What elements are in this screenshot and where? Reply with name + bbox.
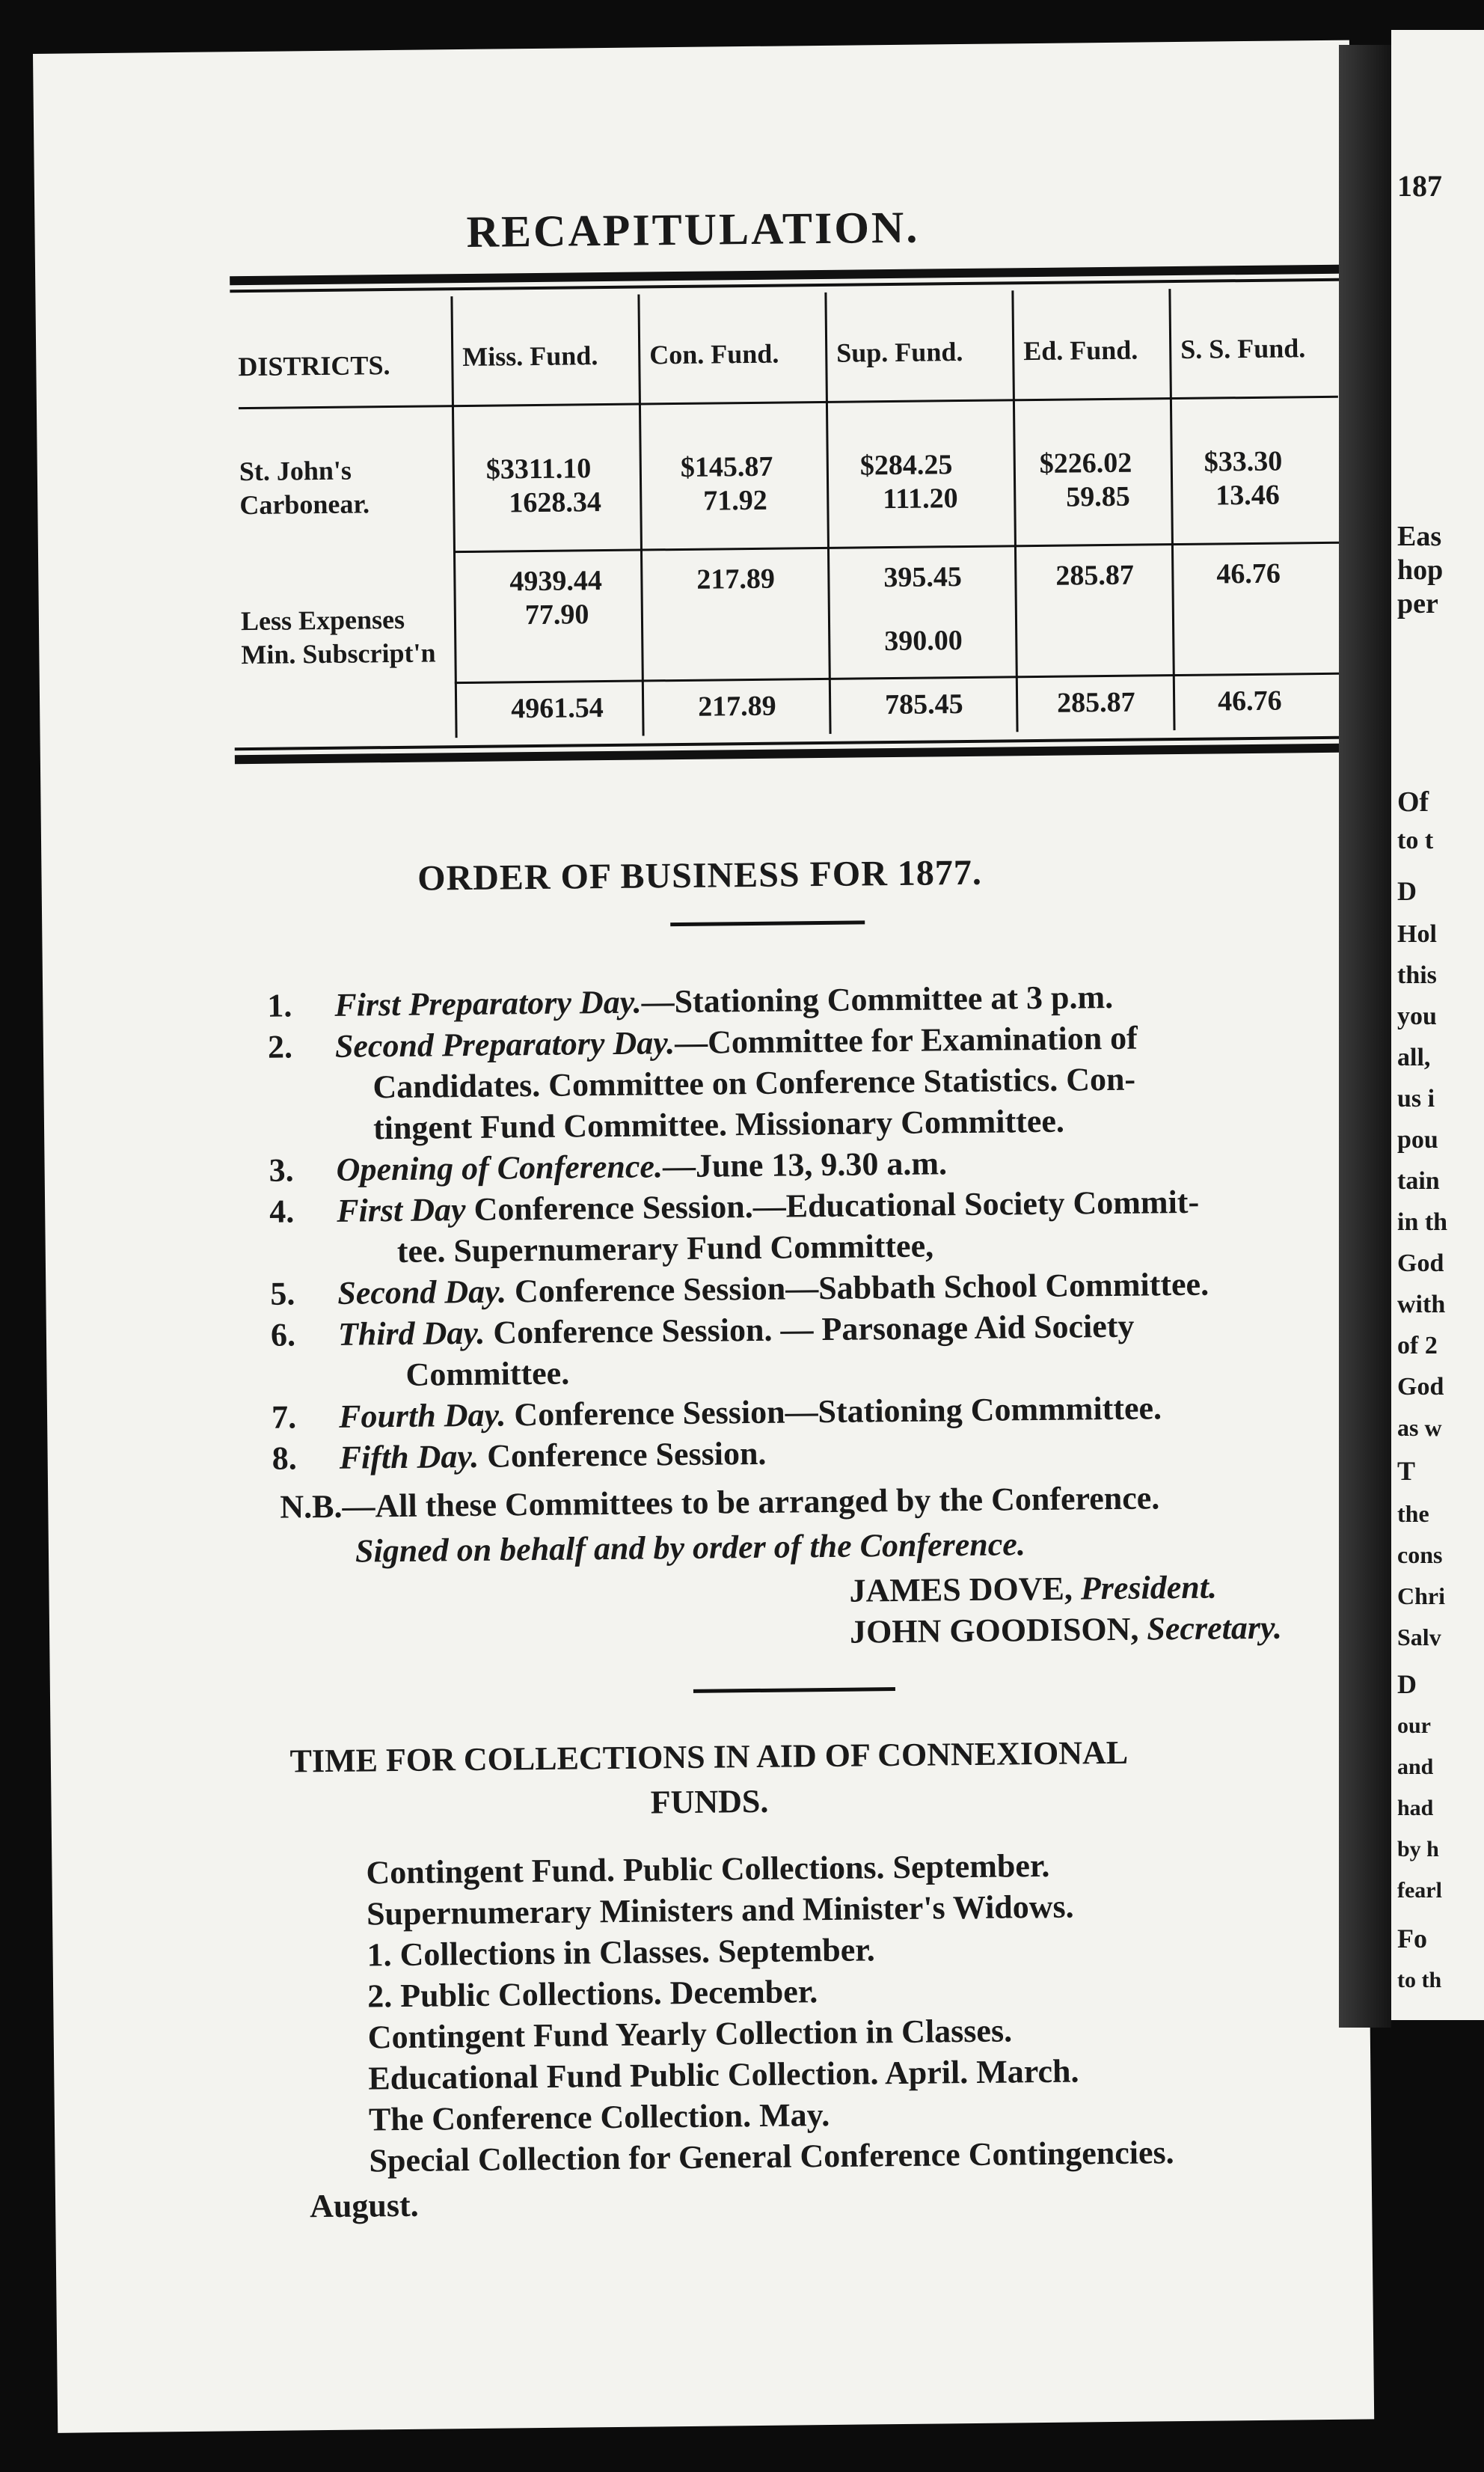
- order-item: 7. Fourth Day. Conference Session—Stationing Commmittee.: [271, 1389, 1162, 1436]
- cell-miss-carbonear: 1628.34: [509, 486, 602, 519]
- row-label-less-expenses: Less Expenses: [240, 604, 405, 637]
- order-signed: Signed on behalf and by order of the Conference.: [355, 1526, 1026, 1570]
- order-item: 1. First Preparatory Day.—Stationing Committee at 3 p.m.: [267, 978, 1114, 1024]
- header-sup-fund: Sup. Fund.: [836, 337, 963, 368]
- facing-fragment: God: [1397, 1249, 1444, 1277]
- facing-fragment: per: [1397, 588, 1438, 619]
- collection-line: 2. Public Collections. December.: [367, 1973, 818, 2015]
- col-rule: [450, 296, 457, 738]
- header-miss-fund: Miss. Fund.: [462, 340, 598, 373]
- recap-title: RECAPITULATION.: [466, 202, 920, 257]
- facing-fragment: the: [1397, 1500, 1429, 1527]
- facing-fragment: and: [1397, 1754, 1434, 1779]
- cell-con-total: 217.89: [697, 690, 776, 723]
- collection-line: Contingent Fund Yearly Collection in Classes.: [367, 2012, 1013, 2056]
- facing-fragment: cons: [1397, 1541, 1443, 1568]
- col-rule: [637, 295, 644, 736]
- facing-fragment: God: [1397, 1373, 1444, 1401]
- facing-fragment: of 2: [1397, 1332, 1438, 1359]
- col-rule: [1168, 289, 1175, 730]
- signature-secretary: JOHN GOODISON, Secretary.: [849, 1609, 1283, 1650]
- collection-line: Educational Fund Public Collection. April. March.: [368, 2052, 1079, 2097]
- facing-page-edge: [1391, 30, 1484, 2020]
- book-gutter: [1339, 45, 1391, 2028]
- col-rule: [1011, 290, 1018, 732]
- facing-fragment: all,: [1397, 1044, 1431, 1071]
- cell-miss-subtotal: 4939.44: [509, 565, 603, 598]
- order-item-continued: Committee.: [405, 1354, 570, 1393]
- facing-fragment: this: [1397, 961, 1437, 989]
- facing-fragment: with: [1397, 1291, 1446, 1318]
- facing-fragment: T: [1397, 1456, 1416, 1486]
- order-title: ORDER OF BUSINESS FOR 1877.: [417, 852, 983, 899]
- row-label-carbonear: Carbonear.: [239, 489, 370, 521]
- subtotal-rule: [453, 542, 1343, 553]
- cell-sup-subtotal: 395.45: [883, 561, 963, 594]
- facing-fragment: us i: [1397, 1085, 1435, 1113]
- order-item: 6. Third Day. Conference Session. — Parsonage Aid Society: [270, 1307, 1135, 1353]
- cell-sup-less: 390.00: [884, 625, 963, 658]
- collections-title: TIME FOR COLLECTIONS IN AID OF CONNEXIONAL: [289, 1734, 1129, 1780]
- header-districts: DISTRICTS.: [238, 350, 390, 382]
- row-label-stjohns: St. John's: [239, 455, 352, 487]
- facing-fragment: Salv: [1397, 1624, 1441, 1650]
- facing-fragment: to th: [1397, 1968, 1442, 1992]
- header-ss-fund: S. S. Fund.: [1180, 333, 1306, 364]
- facing-fragment: as w: [1397, 1414, 1442, 1441]
- cell-ed-subtotal: 285.87: [1055, 559, 1135, 592]
- cell-con-stjohns: $145.87: [680, 450, 773, 483]
- order-item: 3. Opening of Conference.—June 13, 9.30 a.m.: [269, 1145, 948, 1189]
- facing-fragment: Chri: [1397, 1582, 1445, 1609]
- facing-fragment: to t: [1397, 827, 1434, 854]
- cell-ss-carbonear: 13.46: [1215, 479, 1280, 512]
- cell-miss-stjohns: $3311.10: [485, 453, 592, 486]
- cell-con-subtotal: 217.89: [696, 563, 776, 596]
- row-label-min-subscript: Min. Subscript'n: [241, 637, 436, 670]
- book-page: [33, 40, 1374, 2433]
- cell-miss-total: 4961.54: [510, 692, 604, 725]
- facing-fragment: by h: [1397, 1837, 1439, 1861]
- facing-fragment: fearl: [1397, 1878, 1442, 1903]
- facing-fragment: hop: [1397, 554, 1444, 586]
- facing-fragment: 187: [1397, 169, 1442, 203]
- cell-ss-total: 46.76: [1217, 685, 1282, 718]
- facing-fragment: Hol: [1397, 920, 1437, 948]
- collection-line: 1. Collections in Classes. September.: [367, 1931, 876, 1974]
- facing-fragment: tain: [1397, 1167, 1440, 1195]
- order-item: 5. Second Day. Conference Session—Sabbath School Committee.: [270, 1265, 1209, 1312]
- facing-fragment: Of: [1397, 786, 1429, 818]
- order-item-continued: tee. Supernumerary Fund Committee,: [396, 1227, 934, 1270]
- collection-line: The Conference Collection. May.: [368, 2096, 830, 2138]
- facing-fragment: Eas: [1397, 521, 1442, 552]
- collection-line-august: August.: [309, 2186, 419, 2225]
- cell-sup-total: 785.45: [884, 688, 963, 721]
- cell-sup-carbonear: 111.20: [883, 483, 958, 515]
- facing-fragment: pou: [1397, 1126, 1438, 1154]
- header-ed-fund: Ed. Fund.: [1023, 334, 1138, 367]
- collections-title-cont: FUNDS.: [650, 1782, 769, 1821]
- total-rule: [455, 673, 1345, 684]
- collections-divider: [693, 1687, 895, 1693]
- collection-line: Special Collection for General Conference Contingencies.: [369, 2134, 1174, 2179]
- facing-fragment: our: [1397, 1713, 1431, 1738]
- order-item: 2. Second Preparatory Day.—Committee for Examination of: [267, 1019, 1138, 1065]
- cell-ed-carbonear: 59.85: [1066, 480, 1130, 513]
- order-divider: [670, 920, 865, 926]
- order-item: 8. Fifth Day. Conference Session.: [272, 1434, 767, 1477]
- header-rule: [239, 396, 1338, 409]
- cell-ed-total: 285.87: [1056, 686, 1135, 719]
- facing-fragment: you: [1397, 1003, 1437, 1030]
- facing-fragment: Fo: [1397, 1924, 1427, 1954]
- order-item-continued: Candidates. Committee on Conference Statistics. Con-: [372, 1060, 1136, 1106]
- collection-line: Supernumerary Ministers and Minister's Widows.: [366, 1888, 1074, 1933]
- collection-line: Contingent Fund. Public Collections. September.: [366, 1847, 1050, 1891]
- facing-fragment: in th: [1397, 1208, 1448, 1236]
- cell-sup-stjohns: $284.25: [859, 449, 953, 482]
- order-item-continued: tingent Fund Committee. Missionary Committee.: [372, 1102, 1065, 1147]
- facing-fragment: D: [1397, 876, 1417, 906]
- facing-fragment: had: [1397, 1796, 1434, 1820]
- cell-miss-less: 77.90: [524, 599, 589, 631]
- cell-con-carbonear: 71.92: [703, 484, 768, 517]
- cell-ss-subtotal: 46.76: [1216, 557, 1281, 590]
- order-nb: N.B.—All these Committees to be arranged by the Conference.: [280, 1479, 1160, 1526]
- facing-fragment: D: [1397, 1669, 1417, 1699]
- cell-ed-stjohns: $226.02: [1039, 447, 1132, 480]
- col-rule: [824, 293, 831, 734]
- signature-president: JAMES DOVE, President.: [849, 1568, 1218, 1609]
- header-con-fund: Con. Fund.: [649, 338, 779, 370]
- cell-ss-stjohns: $33.30: [1204, 445, 1283, 478]
- order-item: 4. First Day Conference Session.—Educational Society Commit-: [269, 1183, 1200, 1230]
